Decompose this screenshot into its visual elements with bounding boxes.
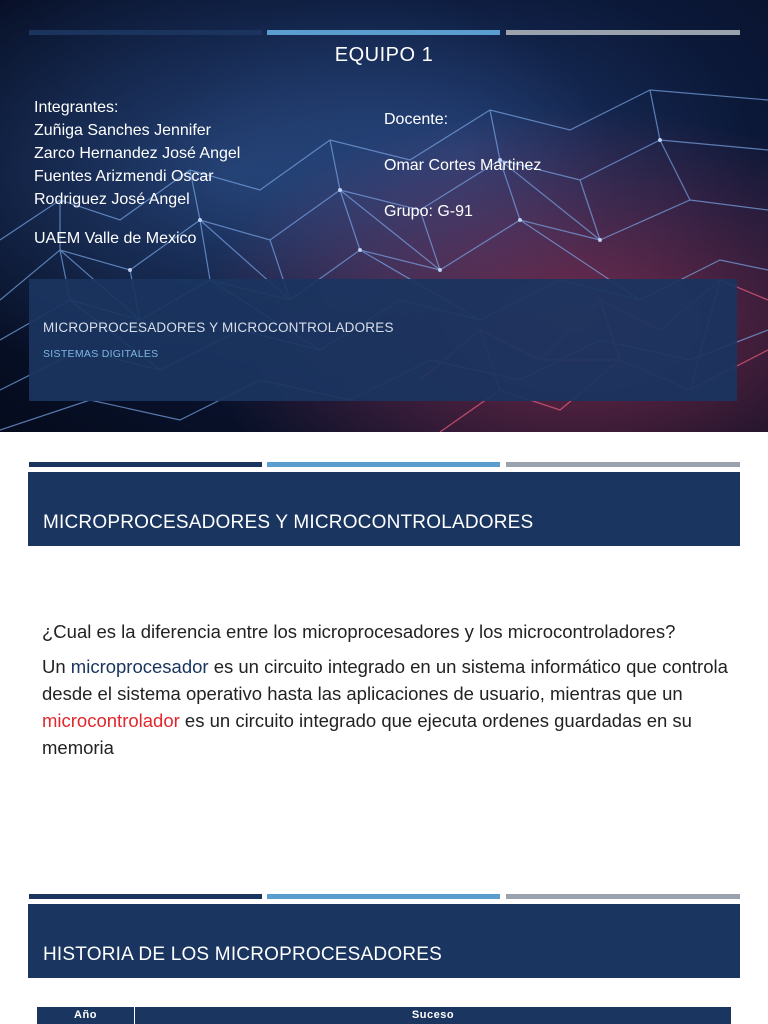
member-name: Zarco Hernandez José Angel <box>34 145 241 162</box>
accent-bar-navy <box>29 30 262 35</box>
slide-header <box>28 472 740 546</box>
answer-text <box>42 653 732 761</box>
answer-prefix: Un <box>42 656 71 677</box>
members-block <box>34 96 240 250</box>
subject-subtitle: SISTEMAS DIGITALES <box>43 348 159 360</box>
term-microcontrolador: microcontrolador <box>42 710 180 731</box>
accent-bar-blue <box>267 894 500 899</box>
answer-suffix: es un circuito integrado que ejecuta ordenes guardadas en su memoria <box>42 710 692 758</box>
accent-bar-navy <box>29 894 262 899</box>
teacher-block <box>384 108 541 246</box>
teacher-name: Omar Cortes Martinez <box>384 157 542 174</box>
slide-header <box>28 904 740 978</box>
accent-bar-blue <box>267 30 500 35</box>
title-slide <box>0 0 768 432</box>
teacher-label: Docente: <box>384 111 449 128</box>
member-name: Zuñiga Sanches Jennifer <box>34 122 211 139</box>
accent-bar-gray <box>506 894 740 899</box>
accent-bars <box>29 30 740 35</box>
definition-slide <box>0 448 768 880</box>
member-name: Rodriguez José Angel <box>34 191 190 208</box>
question-text: ¿Cual es la diferencia entre los microprocesadores y los microcontroladores? <box>42 621 676 642</box>
slide-header-title: MICROPROCESADORES Y MICROCONTROLADORES <box>43 512 534 533</box>
slide-header-title: HISTORIA DE LOS MICROPROCESADORES <box>43 944 442 965</box>
slide-body <box>42 618 732 769</box>
slide-title: EQUIPO 1 <box>334 44 434 66</box>
accent-bar-navy <box>29 462 262 467</box>
history-slide <box>0 880 768 1024</box>
accent-bars <box>29 894 740 899</box>
column-header-year: Año <box>74 1009 97 1021</box>
accent-bar-gray <box>506 462 740 467</box>
accent-bars <box>29 462 740 467</box>
answer-middle: es un circuito integrado en un sistema informático que controla desde el sistema operativo hasta las aplicaciones de usuario, mientras que un <box>42 656 728 704</box>
group-label: Grupo: G-91 <box>384 203 473 220</box>
accent-bar-blue <box>267 462 500 467</box>
term-microprocesador: microprocesador <box>70 656 209 677</box>
subject-box <box>29 279 737 401</box>
subject-title: MICROPROCESADORES Y MICROCONTROLADORES <box>43 320 394 335</box>
member-name: Fuentes Arizmendi Oscar <box>34 168 214 185</box>
accent-bar-gray <box>506 30 740 35</box>
column-header-event: Suceso <box>411 1009 455 1021</box>
history-table-header <box>37 1007 731 1024</box>
members-label: Integrantes: <box>34 99 119 116</box>
school-name: UAEM Valle de Mexico <box>34 230 197 247</box>
